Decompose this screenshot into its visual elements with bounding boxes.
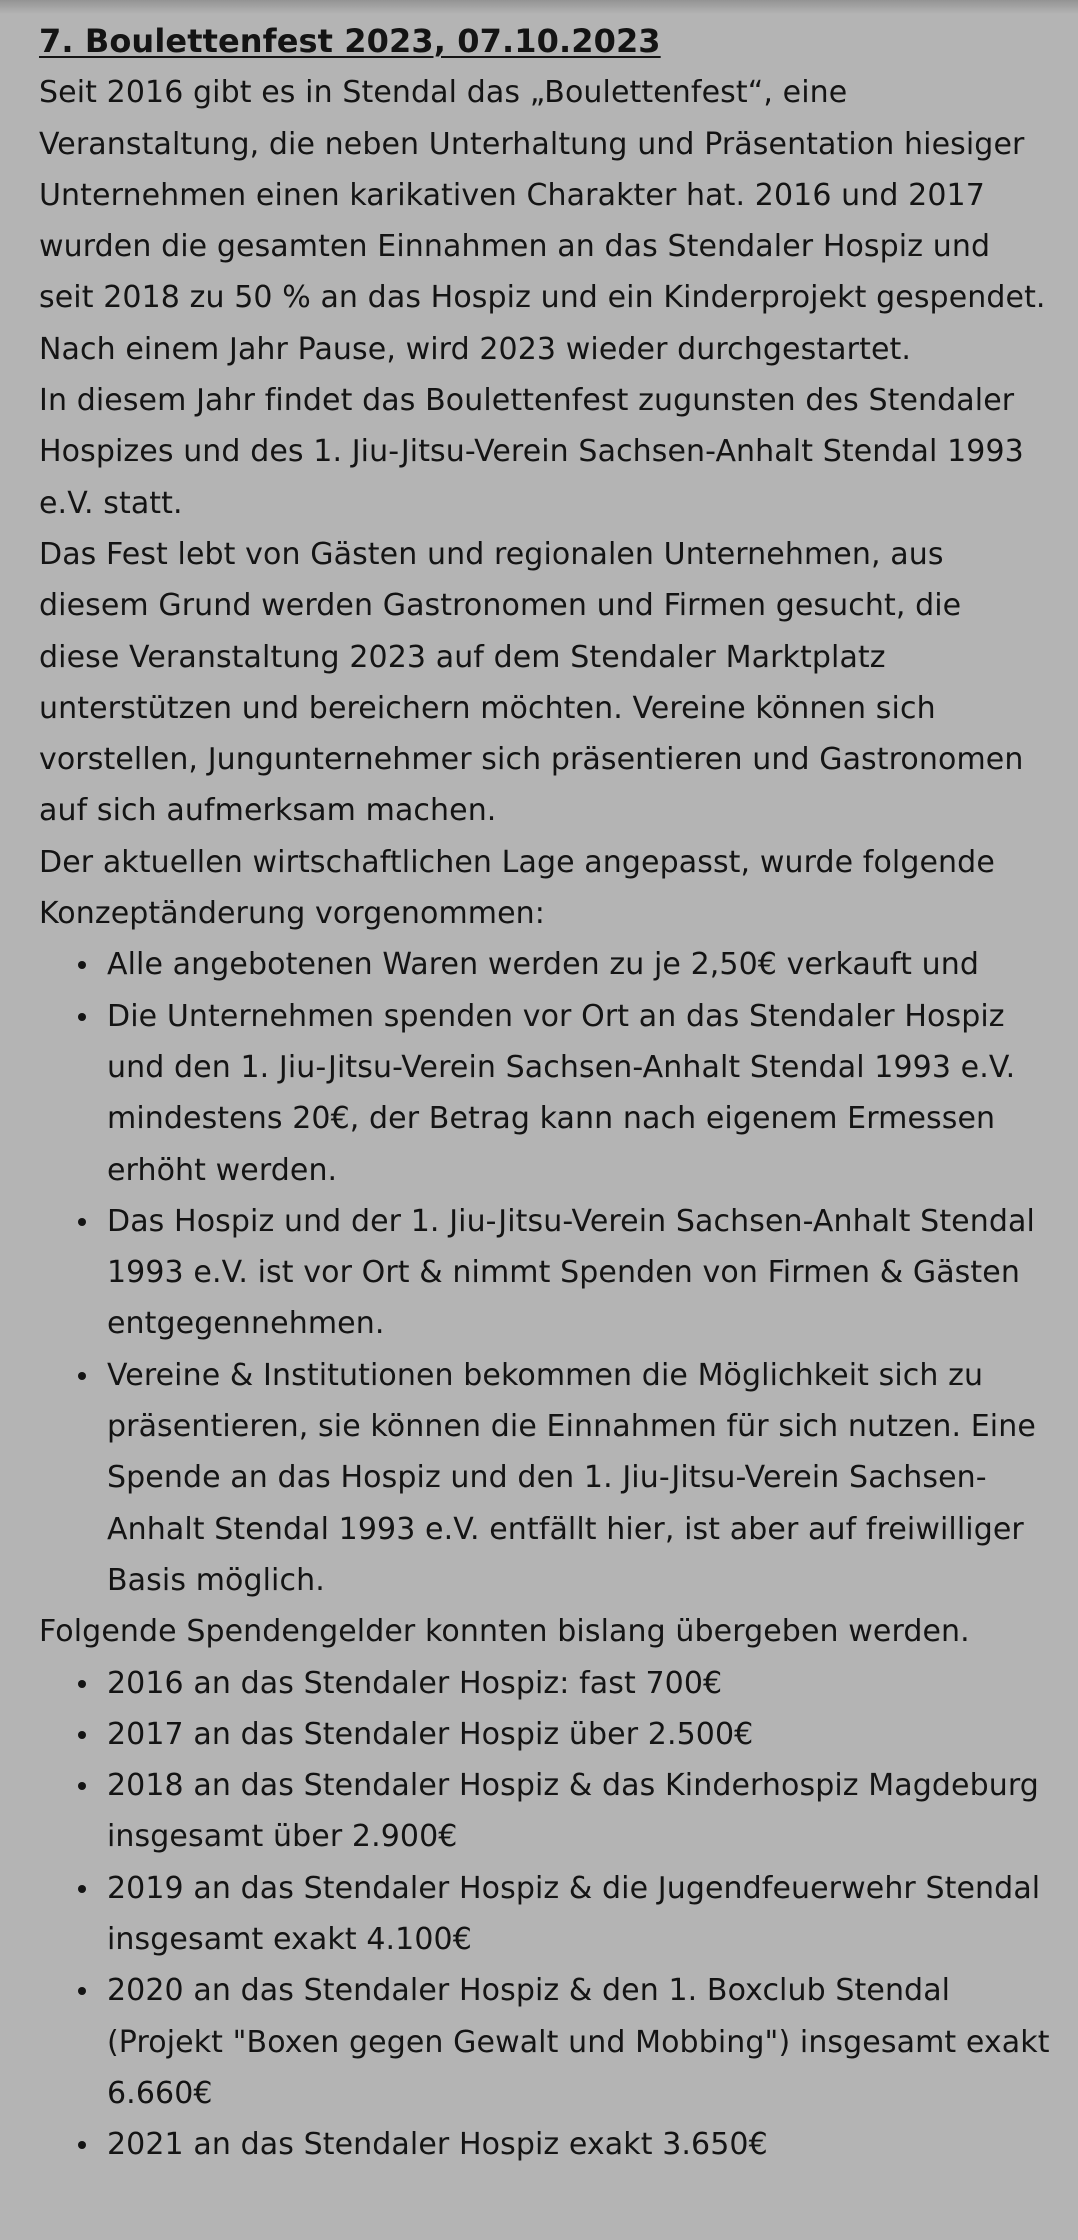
beneficiary-paragraph: In diesem Jahr findet das Boulettenfest zugunsten des Stendaler Hospizes und des 1. Jiu-Jitsu-Verein Sachsen-Anhalt Stendal 1993 e.V. statt. xyxy=(39,383,1024,521)
participants-paragraph: Das Fest lebt von Gästen und regionalen Unternehmen, aus diesem Grund werden Gastronomen und Firmen gesucht, die diese Veranstaltung 2023 auf dem Stendaler Marktplatz unterstützen und bereichern möchten. Vereine können sich vorstellen, Jungunternehmer sich präsentieren und Gastronomen auf sich aufmerksam machen. xyxy=(39,536,1024,829)
list-item: Das Hospiz und der 1. Jiu-Jitsu-Verein Sachsen-Anhalt Stendal 1993 e.V. ist vor Ort & nimmt Spenden von Firmen & Gästen entgegennehmen. xyxy=(107,1196,1051,1350)
donation-list xyxy=(39,1658,1051,2171)
intro-paragraph: Seit 2016 gibt es in Stendal das „Boulettenfest“, eine Veranstaltung, die neben Unterhaltung und Präsentation hiesiger Unternehmen einen karikativen Charakter hat. 2016 und 2017 wurden die gesamten Einnahmen an das Stendaler Hospiz und seit 2018 zu 50 % an das Hospiz und ein Kinderprojekt gespendet. Nach einem Jahr Pause, wird 2023 wieder durchgestartet. xyxy=(39,75,1046,367)
list-item: Alle angebotenen Waren werden zu je 2,50€ verkauft und xyxy=(107,939,1051,990)
top-shadow xyxy=(0,0,1078,14)
list-item: 2017 an das Stendaler Hospiz über 2.500€ xyxy=(107,1709,1051,1760)
list-item: Die Unternehmen spenden vor Ort an das Stendaler Hospiz und den 1. Jiu-Jitsu-Verein Sachsen-Anhalt Stendal 1993 e.V. mindestens 20€, der Betrag kann nach eigenem Ermessen erhöht werden. xyxy=(107,991,1051,1196)
list-item: 2020 an das Stendaler Hospiz & den 1. Boxclub Stendal (Projekt "Boxen gegen Gewalt und Mobbing") insgesamt exakt 6.660€ xyxy=(107,1965,1051,2119)
list-item: 2018 an das Stendaler Hospiz & das Kinderhospiz Magdeburg insgesamt über 2.900€ xyxy=(107,1760,1051,1863)
list-item: Vereine & Institutionen bekommen die Möglichkeit sich zu präsentieren, sie können die Einnahmen für sich nutzen. Eine Spende an das Hospiz und den 1. Jiu-Jitsu-Verein Sachsen-Anhalt Stendal 1993 e.V. entfällt hier, ist aber auf freiwilliger Basis möglich. xyxy=(107,1350,1051,1606)
donations-intro: Folgende Spendengelder konnten bislang übergeben werden. xyxy=(39,1614,970,1650)
concept-intro-paragraph: Der aktuellen wirtschaftlichen Lage angepasst, wurde folgende Konzeptänderung vorgenommen: xyxy=(39,844,995,932)
article-content xyxy=(39,16,1051,2170)
article-title: 7. Boulettenfest 2023, 07.10.2023 xyxy=(39,22,661,60)
list-item: 2019 an das Stendaler Hospiz & die Jugendfeuerwehr Stendal insgesamt exakt 4.100€ xyxy=(107,1863,1051,1966)
list-item: 2016 an das Stendaler Hospiz: fast 700€ xyxy=(107,1658,1051,1709)
concept-list xyxy=(39,939,1051,1606)
list-item: 2021 an das Stendaler Hospiz exakt 3.650€ xyxy=(107,2119,1051,2170)
